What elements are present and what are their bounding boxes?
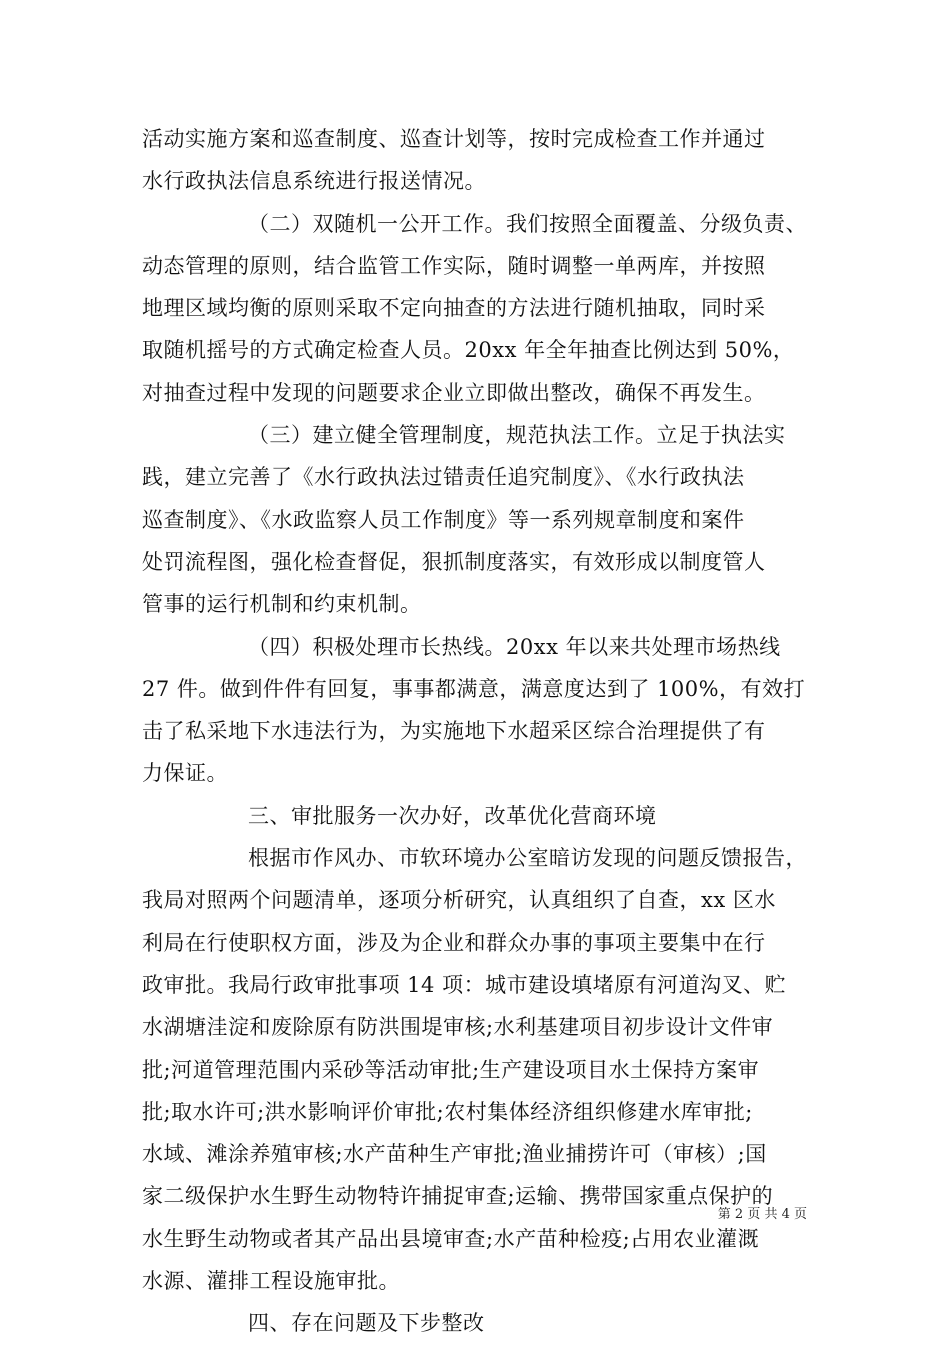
text-line-20: 利局在行使职权方面，涉及为企业和群众办事的事项主要集中在行 [142, 930, 766, 955]
text-line-5: 地理区域均衡的原则采取不定向抽查的方法进行随机抽取，同时采 [142, 296, 766, 321]
text-line-7: 对抽查过程中发现的问题要求企业立即做出整改，确保不再发生。 [142, 380, 766, 405]
document-body [142, 118, 818, 1345]
text-line-9: 践，建立完善了《水行政执法过错责任追究制度》、《水行政执法 [142, 465, 745, 490]
text-line-10: 巡查制度》、《水政监察人员工作制度》等一系列规章制度和案件 [142, 507, 745, 532]
text-line-13: （四）积极处理市长热线。20xx 年以来共处理市场热线 [248, 634, 781, 659]
text-line-3: （二）双随机一公开工作。我们按照全面覆盖、分级负责、 [248, 211, 807, 236]
text-line-2: 水行政执法信息系统进行报送情况。 [142, 169, 486, 194]
text-line-28: 水源、灌排工程设施审批。 [142, 1269, 400, 1294]
text-line-16: 力保证。 [142, 761, 228, 786]
section-heading-3: 三、审批服务一次办好，改革优化营商环境 [248, 803, 657, 828]
text-line-22: 水湖塘洼淀和废除原有防洪围堤审核;水利基建项目初步设计文件审 [142, 1015, 774, 1040]
text-line-25: 水域、滩涂养殖审核;水产苗种生产审批;渔业捕捞许可（审核）;国 [142, 1142, 767, 1167]
text-line-8: （三）建立健全管理制度，规范执法工作。立足于执法实 [248, 423, 786, 448]
text-line-6: 取随机摇号的方式确定检查人员。20xx 年全年抽查比例达到 50%， [142, 338, 795, 363]
text-line-18: 根据市作风办、市软环境办公室暗访发现的问题反馈报告， [248, 846, 807, 871]
text-line-11: 处罚流程图，强化检查督促，狠抓制度落实，有效形成以制度管人 [142, 549, 766, 574]
text-line-15: 击了私采地下水违法行为，为实施地下水超采区综合治理提供了有 [142, 719, 766, 744]
text-line-23: 批;河道管理范围内采砂等活动审批;生产建设项目水土保持方案审 [142, 1057, 760, 1082]
text-line-1: 活动实施方案和巡查制度、巡查计划等，按时完成检查工作并通过 [142, 127, 766, 151]
text-line-24: 批;取水许可;洪水影响评价审批;农村集体经济组织修建水库审批; [142, 1099, 753, 1124]
page-number-footer: 第 2 页 共 4 页 [717, 1207, 807, 1222]
text-line-21: 政审批。我局行政审批事项 14 项：城市建设填堵原有河道沟叉、贮 [142, 972, 787, 997]
section-heading-4: 四、存在问题及下步整改 [248, 1311, 485, 1336]
text-line-4: 动态管理的原则，结合监管工作实际，随时调整一单两库，并按照 [142, 253, 766, 278]
text-line-26: 家二级保护水生野生动物特许捕捉审查;运输、携带国家重点保护的 [142, 1184, 774, 1209]
text-line-19: 我局对照两个问题清单，逐项分析研究，认真组织了自查，xx 区水 [142, 888, 776, 913]
text-line-12: 管事的运行机制和约束机制。 [142, 592, 422, 617]
text-line-14: 27 件。做到件件有回复，事事都满意，满意度达到了 100%，有效打 [142, 676, 806, 701]
text-line-27: 水生野生动物或者其产品出县境审查;水产苗种检疫;占用农业灌溉 [142, 1226, 760, 1251]
